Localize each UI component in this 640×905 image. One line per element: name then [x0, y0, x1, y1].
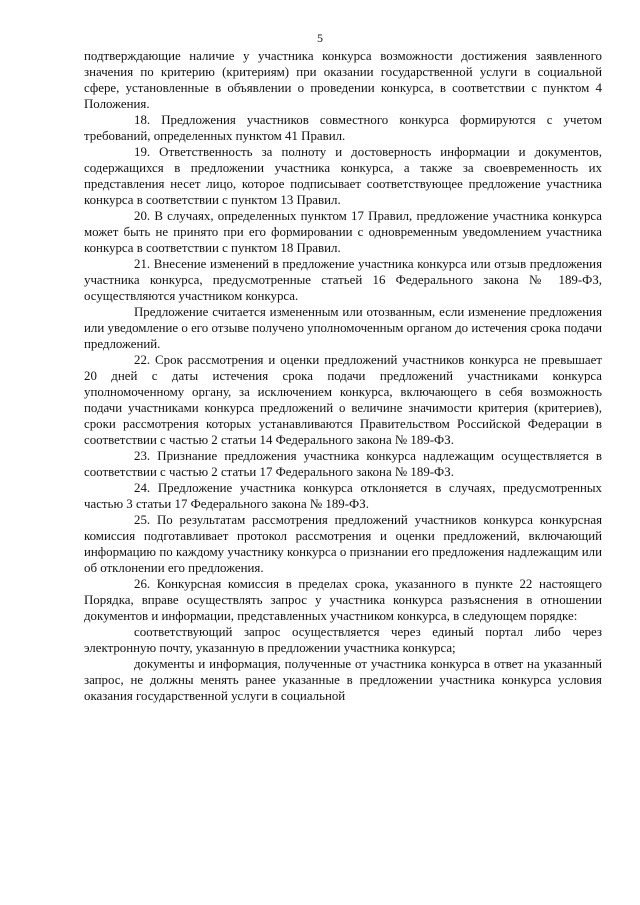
paragraph-19: 19. Ответственность за полноту и достоверность информации и документов, содержащихся в предложении участника конкурса, а также за своевременность их представления несет лицо, которое подписывает соответствующее предложение участника конкурса в соответствии с пунктом 13 Правил. — [84, 145, 602, 207]
paragraph-25: 25. По результатам рассмотрения предложений участников конкурса конкурсная комиссия подготавливает протокол рассмотрения и оценки предложений, включающий информацию по каждому участнику конкурса о признании его предложения надлежащим или об отклонении его предложения. — [84, 513, 602, 575]
paragraph-23: 23. Признание предложения участника конкурса надлежащим осуществляется в соответствии с частью 2 статьи 17 Федерального закона № 189-ФЗ. — [84, 449, 602, 479]
paragraph-20: 20. В случаях, определенных пунктом 17 Правил, предложение участника конкурса может быть не принято при его формировании с одновременным уведомлением участника конкурса в соответствии с пунктом 18 Правил. — [84, 209, 602, 255]
paragraph-22: 22. Срок рассмотрения и оценки предложений участников конкурса не превышает 20 дней с даты истечения срока подачи предложений участниками конкурса уполномоченному органу, за исключением конкурса, включающего в себя возможность подачи участниками конкурса предложений о величине значимости критерия (критериев), сроки рассмотрения которых устанавливаются Правительством Российской Федерации в соответствии с частью 2 статьи 14 Федерального закона № 189-ФЗ. — [84, 353, 602, 447]
paragraph-21: 21. Внесение изменений в предложение участника конкурса или отзыв предложения участника конкурса, предусмотренные статьей 16 Федерального закона № 189-ФЗ, осуществляются участником конкурса. — [84, 257, 602, 303]
paragraph-26-item-2: документы и информация, полученные от участника конкурса в ответ на указанный запрос, не должны менять ранее указанные в предложении участника конкурса условия оказания государственной услуги в социальной — [84, 657, 602, 703]
paragraph-26: 26. Конкурсная комиссия в пределах срока, указанного в пункте 22 настоящего Порядка, вправе осуществлять запрос у участника конкурса разъяснения в отношении документов и информации, представленных участником конкурса, в следующем порядке: — [84, 577, 602, 623]
paragraph-26-item-1: соответствующий запрос осуществляется через единый портал либо через электронную почту, указанную в предложении участника конкурса; — [84, 625, 602, 655]
paragraph-18: 18. Предложения участников совместного конкурса формируются с учетом требований, определенных пунктом 41 Правил. — [84, 113, 602, 143]
paragraph-21-note: Предложение считается измененным или отозванным, если изменение предложения или уведомление о его отзыве получено уполномоченным органом до истечения срока подачи предложений. — [84, 305, 602, 351]
paragraph-24: 24. Предложение участника конкурса отклоняется в случаях, предусмотренных частью 3 статьи 17 Федерального закона № 189-ФЗ. — [84, 481, 602, 511]
paragraph-continued: подтверждающие наличие у участника конкурса возможности достижения заявленного значения по критерию (критериям) при оказании государственной услуги в социальной сфере, установленные в объявлении о проведении конкурса, в соответствии с пунктом 4 Положения. — [84, 49, 602, 111]
document-body — [84, 48, 602, 704]
page-number: 5 — [317, 31, 323, 45]
